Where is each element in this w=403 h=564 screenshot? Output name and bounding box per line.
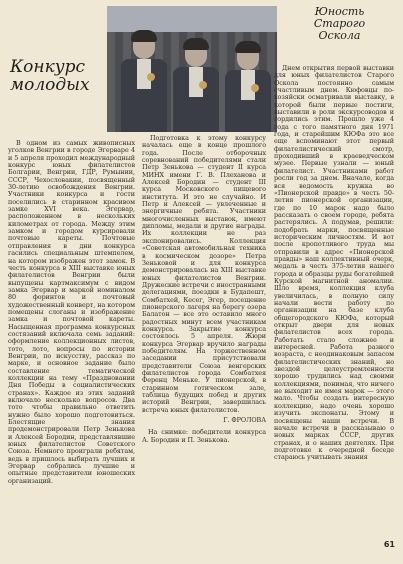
title-line: Конкурс	[10, 57, 86, 77]
title-line: Оскола	[318, 29, 361, 42]
title-line: Старого	[313, 17, 366, 30]
title-line: молодых	[10, 75, 90, 95]
article-title-youth	[282, 6, 397, 42]
page-number: 61	[383, 540, 395, 549]
paragraph: Подготовка к этому конкурсу началась еще в конце прошлого года. После отборочных соревнований победителями стали Петр Зенькова — студент II курса МИНХ имени Г. В. Плеханова и Алексей Бородин — студент III курса Московского пищевого института. И это не случайно. И Петр и Алексей — увлеченные и энергичные ребята. Участники многочисленных выставок, имеют дипломы, медали и другие награды. Их коллекции не раз экспонировались. Коллекция «Советская автомобильная техника в космическом дозоре» Петра Зеньковой и для конкурса демонстрировалась на XIII выставке юных филателистов Венгрии. Дружеские встречи с иностранными делегациями, поездки в Будапешт, Сомбатхей, Кесег, Эгер, посещение пионерского лагеря на берегу озера Балатон — все это оставило много радостных минут всем участникам конкурса. Закрытие конкурса состоялось 5 апреля. Жюри конкурса Эгервар вручило награды победителям. На торжественном заседании присутствовали представители Союза венгерских филателистов города Сомбатхея Ференц Меньке. У пионерской, в старинном готическом зале, таблица будущих побед и других историй Венгрии, завершилась встреча юных филателистов.	[142, 134, 266, 414]
author-signature: Г. ФРОЛОВА	[223, 416, 266, 425]
title-line: Юность	[314, 5, 365, 18]
column-right	[274, 65, 394, 462]
winners-photo	[107, 6, 277, 132]
photo-person	[173, 41, 219, 132]
photo-person	[225, 44, 271, 132]
column-center	[142, 135, 266, 444]
photo-person	[121, 33, 167, 132]
paragraph: В одном из самых живописных уголков Венгрии в городе Эгерваре 4 и 5 апреля проходил международный конкурс юных филателистов Болгарии, Венгрии, ГДР, Румынии, СССР, Чехословакии, посвященный 30-летию освобождения Венгрии. Участники конкурса и гости поселились в старинном красивом замке XVI века. Эгервар, расположенном в нескольких километрах от города. Между этим замком и городом курсировали почтовые кареты. Почтовые отправления в дни конкурса гасились специальным штемпелем, на котором изображен этот замок. В честь конкурса в XIII выставке юных филателистов Венгрии были выпущены картмаксимум с видом замка Эгервар и маркой номиналом 80 форинтов и почтовый художественный конверт, на котором помещены слоганы и изображение замка и почтовой кареты. Насыщенная программа конкурсных состязаний включала семь заданий: оформление коллекционных листов, тото, лото, вопросы по истории Венгрии, по искусству, рассказ по марке, и основное задание было составление тематической коллекции на тему «Праздновании Дня Победы в социалистических странах». Каждое из этих заданий включало несколько вопросов. Два тото чтобы правильно ответить нужно было хорошо подготовиться. Блестящие знания продемонстрировали Петр Зенькова и Алексей Бородин, представлявшие юных филателистов Советского Союза. Немного проиграли ребятам, ведь в пришлось выбирать лучших и Эгервар собрались лучшие и опытные представители юношеских организаций.	[8, 139, 135, 485]
paragraph: Днем открытия первой выставки для юных филателистов Старого Оскола постоянно самым счастливым днем. Кюфовцы по-хозяйски осматривали выставку, в которой были первые постиги, выставили в роли экскурсоводов и гордились этим. Прошло уже 4 года с того памятного дня 1971 года, и старейшим КЮФа это все еще вспоминают этот первый филателистический смотр, проходивший в краеведческом музее. Первые узнали — юный филателист. Участниками работ росли год за днем. Вначале, когда вся ведомость кружка во «Пионерской правде» в честь 50-летия пионерской организации, где по 10 марок надо было рассказать о своем городе, ребята растерялись. А подумав, решили: подобрать марки, посвященные историческим личностям. И вот после кропотливого труда мы отправили в адрес «Пионерской правды» наш коллективный очерк, медаль в честь 375-летия нашего города и образцы руды богатейшей Курской магнитной аномалии. Шло время, коллекция клуба увеличилась, в полную силу начали вести работу по организации на базе клуба общегородского КЮФа, который открыт двери для новых филателистов всех города. Работать стало сложнее и интересней. Работа разного возраста, с неодинаковым запасом филателистических знаний, но звездой целеустремленности хорошо трудились над своими коллекциями, понимая, что ничего не выходит не имея марок — этого мало. Чтобы создать интересную коллекцию, надо очень хорошо изучить экспонаты. Этому и посвящены наши встречи. В начале встречи в рассказываю о новых марках СССР, других странах, и о наших деятелях. При подготовке к очередной беседе стараюсь учитывать знания	[274, 64, 394, 462]
column-left	[8, 140, 135, 485]
article-title-contest	[10, 58, 90, 94]
photo-caption: На снимке: победители конкурса А. Бородин и П. Зенькова.	[142, 428, 266, 444]
